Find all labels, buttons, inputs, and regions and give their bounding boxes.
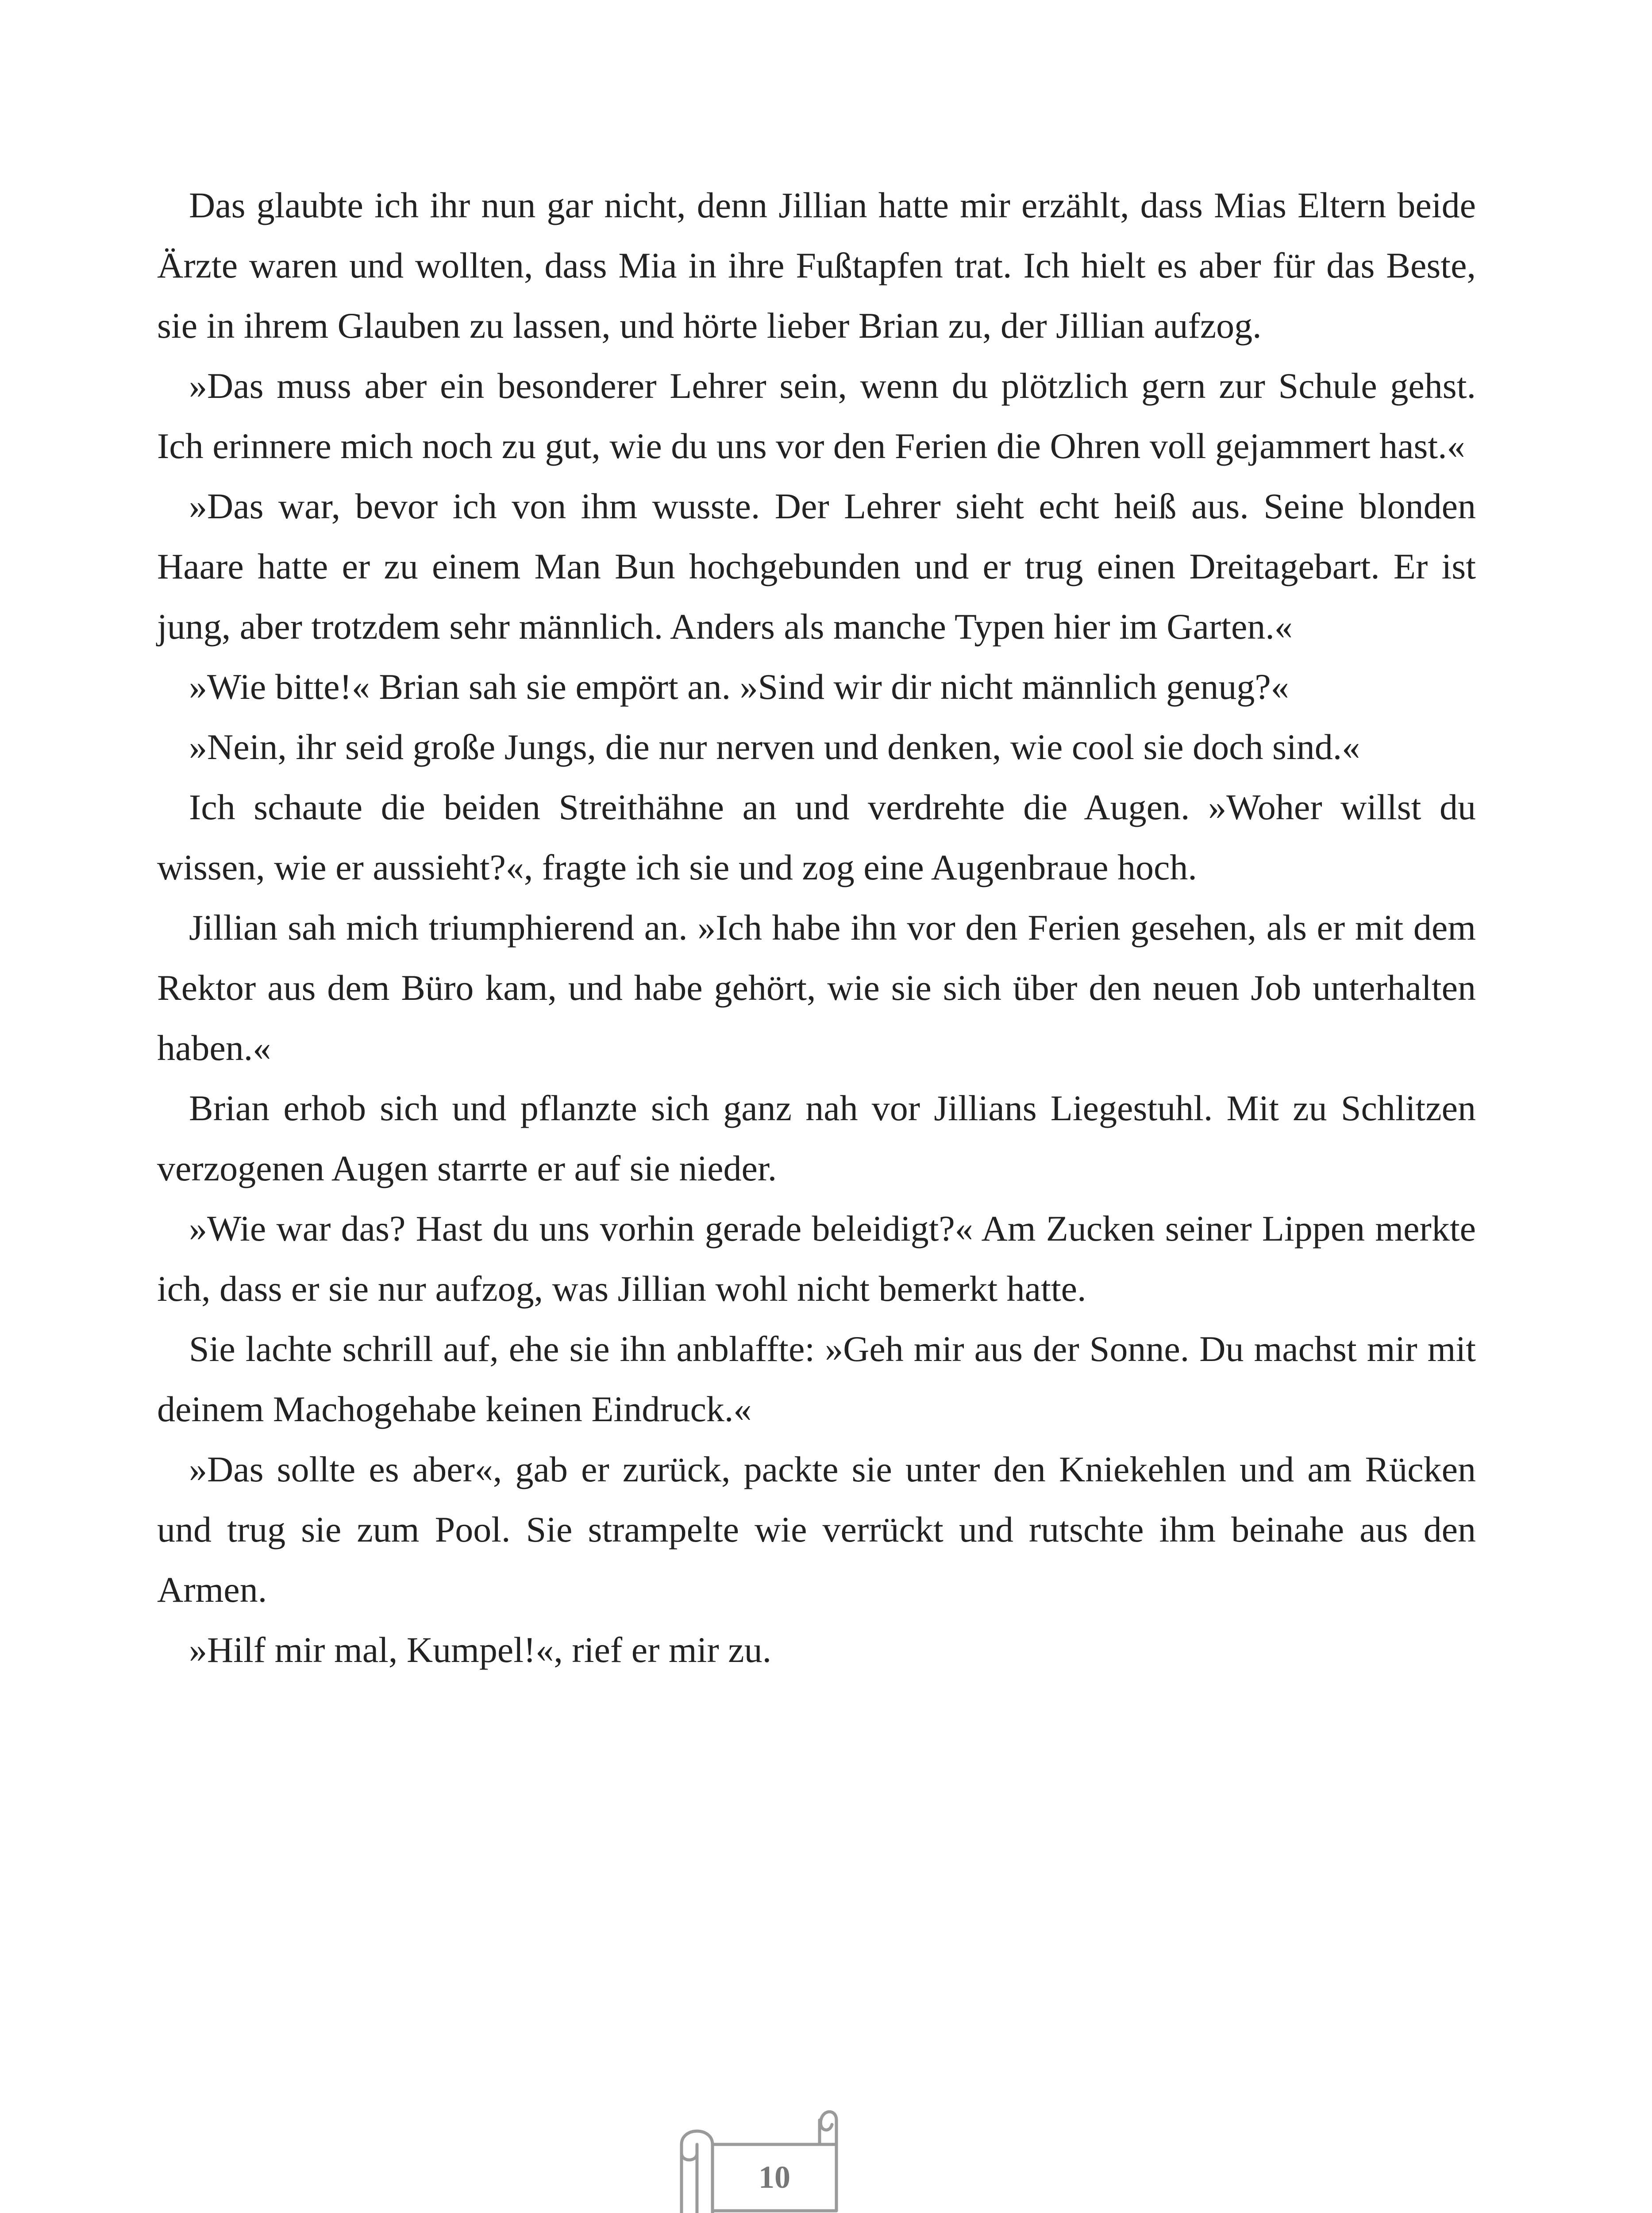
paragraph: Jillian sah mich triumphierend an. »Ich habe ihn vor den Ferien gesehen, als er mit dem Rektor aus dem Büro kam, und habe gehört, wie sie sich über den neuen Job unterhalten haben.« bbox=[157, 907, 1476, 1068]
paragraph: »Wie war das? Hast du uns vorhin gerade beleidigt?« Am Zucken seiner Lippen merkte ich, dass er sie nur aufzog, was Jillian wohl nicht bemerkt hatte. bbox=[157, 1208, 1476, 1309]
body-text bbox=[157, 175, 1476, 1680]
paragraph: »Das sollte es aber«, gab er zurück, packte sie unter den Kniekehlen und am Rücken und trug sie zum Pool. Sie strampelte wie verrückt und rutschte ihm beinahe aus den Armen. bbox=[157, 1449, 1476, 1610]
page-number: 10 bbox=[759, 2159, 790, 2195]
paragraph: Ich schaute die beiden Streithähne an und verdrehte die Augen. »Woher willst du wissen, wie er aussieht?«, fragte ich sie und zog eine Augenbraue hoch. bbox=[157, 787, 1476, 887]
paragraph: »Wie bitte!« Brian sah sie empört an. »Sind wir dir nicht männlich genug?« bbox=[189, 667, 1289, 707]
paragraph: Brian erhob sich und pflanzte sich ganz nah vor Jillians Liegestuhl. Mit zu Schlitzen verzogenen Augen starrte er auf sie nieder. bbox=[157, 1088, 1476, 1188]
paragraph: »Hilf mir mal, Kumpel!«, rief er mir zu. bbox=[189, 1630, 772, 1670]
scroll-banner-icon bbox=[664, 2100, 863, 2213]
paragraph: »Nein, ihr seid große Jungs, die nur nerven und denken, wie cool sie doch sind.« bbox=[189, 727, 1360, 767]
paragraph: Das glaubte ich ihr nun gar nicht, denn Jillian hatte mir erzählt, dass Mias Eltern beide Ärzte waren und wollten, dass Mia in ihre Fußtapfen trat. Ich hielt es aber für das Beste, sie in ihrem Glauben zu lassen, und hörte lieber Brian zu, der Jillian aufzog. bbox=[157, 185, 1476, 346]
page-number-ornament bbox=[664, 2100, 863, 2213]
paragraph: »Das muss aber ein besonderer Lehrer sein, wenn du plötzlich gern zur Schule gehst. Ich erinnere mich noch zu gut, wie du uns vor den Ferien die Ohren voll gejammert hast.« bbox=[157, 366, 1476, 466]
paragraph: »Das war, bevor ich von ihm wusste. Der Lehrer sieht echt heiß aus. Seine blonden Haare hatte er zu einem Man Bun hochgebunden und er trug einen Dreitagebart. Er ist jung, aber trotzdem sehr männlich. Anders als manche Typen hier im Garten.« bbox=[157, 486, 1476, 647]
paragraph: Sie lachte schrill auf, ehe sie ihn anblaffte: »Geh mir aus der Sonne. Du machst mir mit deinem Machogehabe keinen Eindruck.« bbox=[157, 1329, 1476, 1429]
